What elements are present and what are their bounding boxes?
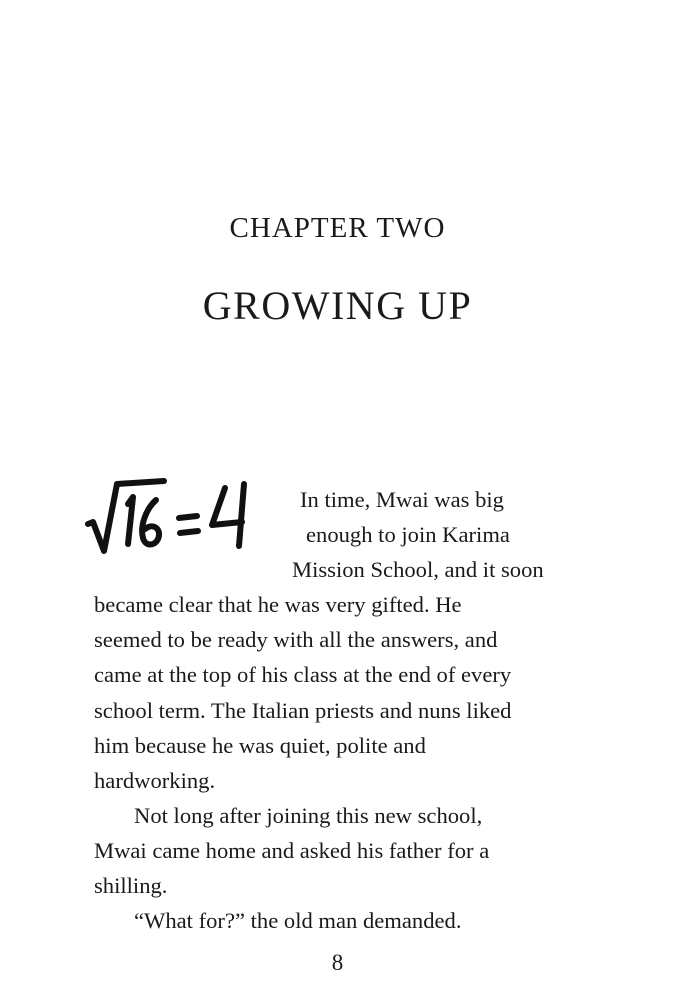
text-line: Not long after joining this new school, [134, 802, 483, 828]
text-line: enough to join Karima [306, 522, 510, 548]
text-line: Mission School, and it soon [292, 557, 544, 583]
text-line: “What for?” the old man demanded. [134, 908, 462, 934]
text-line: In time, Mwai was big [300, 487, 504, 512]
text-line: hardworking. [94, 767, 216, 793]
text-line: Mwai came home and asked his father for a [94, 837, 490, 863]
text-line: seemed to be ready with all the answers, and [94, 627, 498, 653]
text-line: shilling. [94, 873, 168, 899]
text-line: school term. The Italian priests and nuns liked [94, 697, 512, 723]
body-text [94, 482, 594, 938]
text-line: became clear that he was very gifted. He [94, 592, 462, 618]
text-line: him because he was quiet, polite and [94, 732, 426, 758]
page-number: 8 [331, 950, 344, 975]
chapter-title: GROWING UP [202, 283, 473, 328]
chapter-label: CHAPTER TWO [229, 212, 446, 244]
text-line: came at the top of his class at the end of every [94, 662, 512, 688]
